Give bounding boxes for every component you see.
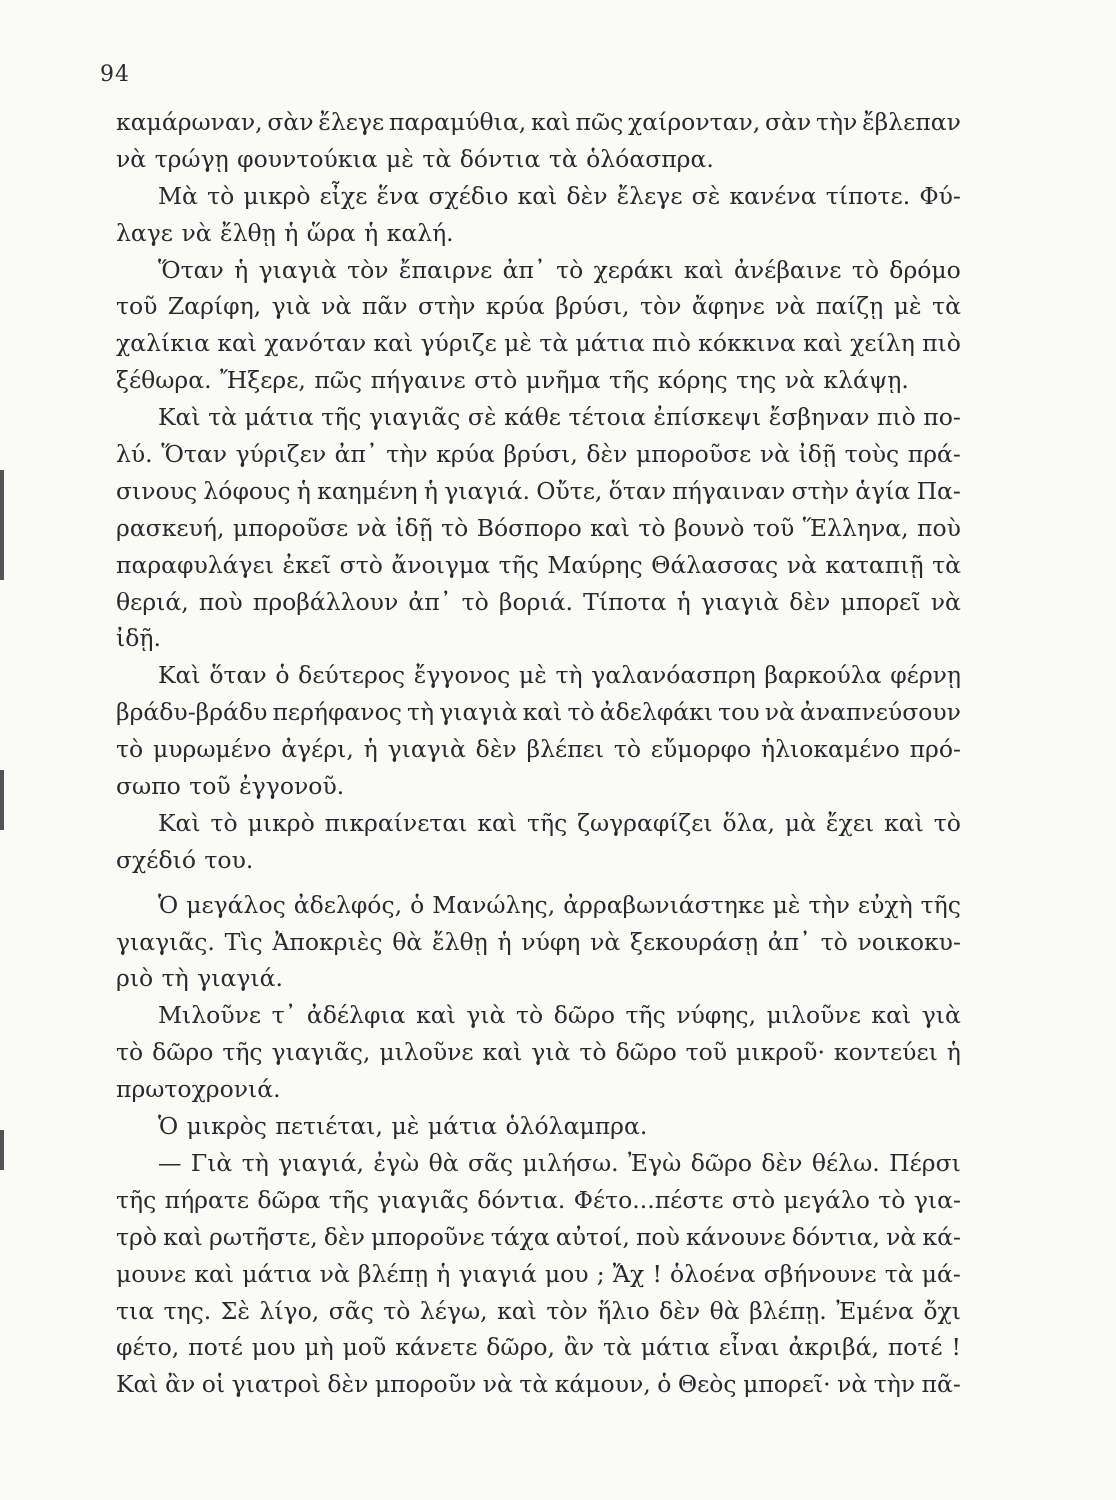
- text-line: Καὶ ὅταν ὁ δεύτερος ἔγγονος μὲ τὴ γαλανόασπρη βαρκούλα φέρνῃ: [158, 661, 961, 690]
- text-line: ξέθωρα. Ἤξερε, πῶς πήγαινε στὸ μνῆμα τῆς κόρης της νὰ κλάψῃ.: [116, 366, 909, 395]
- text-line: μουνε καὶ μάτια νὰ βλέπῃ ἡ γιαγιά μου ; Ἄχ ! ὁλοένα σβήνουνε τὰ μά-: [116, 1259, 961, 1288]
- text-line: — Γιὰ τὴ γιαγιά, ἐγὼ θὰ σᾶς μιλήσω. Ἐγὼ δῶρο δὲν θέλω. Πέρσι: [158, 1148, 961, 1177]
- text-line: Καὶ ἂν οἱ γιατροὶ δὲν μποροῦν νὰ τὰ κάμουν, ὁ Θεὸς μπορεῖ· νὰ τὴν πᾶ-: [116, 1370, 961, 1399]
- text-line: λαγε νὰ ἔλθῃ ἡ ὥρα ἡ καλή.: [116, 218, 454, 247]
- text-line: τῆς πήρατε δῶρα τῆς γιαγιᾶς δόντια. Φέτο...πέστε στὸ μεγάλο τὸ για-: [116, 1185, 961, 1214]
- text-line: ριὸ τὴ γιαγιά.: [116, 964, 283, 993]
- text-line: τια της. Σὲ λίγο, σᾶς τὸ λέγω, καὶ τὸν ἥλιο δὲν θὰ βλέπῃ. Ἐμένα ὄχι: [116, 1296, 961, 1325]
- text-line: λύ. Ὅταν γύριζεν ἀπ᾽ τὴν κρύα βρύσι, δὲν μποροῦσε νὰ ἰδῇ τοὺς πρά-: [116, 440, 961, 469]
- text-line: σωπο τοῦ ἐγγονοῦ.: [116, 772, 345, 801]
- text-line: ἰδῇ.: [116, 624, 161, 653]
- text-line: θεριά, ποὺ προβάλλουν ἀπ᾽ τὸ βοριά. Τίποτα ἡ γιαγιὰ δὲν μπορεῖ νὰ: [116, 587, 961, 616]
- binding-shadow: [0, 1130, 4, 1170]
- text-line: Ὅταν ἡ γιαγιὰ τὸν ἔπαιρνε ἀπ᾽ τὸ χεράκι καὶ ἀνέβαινε τὸ δρόμο: [158, 255, 961, 284]
- text-line: Ὁ μεγάλος ἀδελφός, ὁ Μανώλης, ἀρραβωνιάστηκε μὲ τὴν εὐχὴ τῆς: [158, 890, 961, 919]
- page-number: 94: [100, 62, 130, 87]
- text-line: τὸ δῶρο τῆς γιαγιᾶς, μιλοῦνε καὶ γιὰ τὸ δῶρο τοῦ μικροῦ· κοντεύει ἡ: [116, 1038, 961, 1067]
- body-text: [116, 104, 961, 1403]
- text-line: καμάρωναν, σὰν ἔλεγε παραμύθια, καὶ πῶς χαίρονταν, σὰν τὴν ἔβλεπαν: [116, 108, 961, 136]
- text-line: Καὶ τὸ μικρὸ πικραίνεται καὶ τῆς ζωγραφίζει ὅλα, μὰ ἔχει καὶ τὸ: [158, 808, 961, 837]
- text-line: ρασκευή, μποροῦσε νὰ ἰδῇ τὸ Βόσπορο καὶ τὸ βουνὸ τοῦ Ἕλληνα, ποὺ: [116, 513, 961, 542]
- text-line: παραφυλάγει ἐκεῖ στὸ ἄνοιγμα τῆς Μαύρης Θάλασσας νὰ καταπιῇ τὰ: [116, 550, 961, 579]
- text-line: τὸ μυρωμένο ἀγέρι, ἡ γιαγιὰ δὲν βλέπει τὸ εὔμορφο ἡλιοκαμένο πρό-: [116, 735, 961, 764]
- text-line: πρωτοχρονιά.: [116, 1075, 281, 1104]
- binding-shadow: [0, 470, 4, 580]
- text-line: φέτο, ποτέ μου μὴ μοῦ κάνετε δῶρο, ἂν τὰ μάτια εἶναι ἀκριβά, ποτέ !: [116, 1333, 961, 1362]
- text-line: Ὁ μικρὸς πετιέται, μὲ μάτια ὁλόλαμπρα.: [158, 1112, 648, 1141]
- text-line: γιαγιᾶς. Τὶς Ἀποκριὲς θὰ ἔλθῃ ἡ νύφη νὰ ξεκουράσῃ ἀπ᾽ τὸ νοικοκυ-: [116, 927, 961, 956]
- text-line: χαλίκια καὶ χανόταν καὶ γύριζε μὲ τὰ μάτια πιὸ κόκκινα καὶ χείλη πιὸ: [116, 329, 961, 358]
- text-line: βράδυ-βράδυ περήφανος τὴ γιαγιὰ καὶ τὸ ἀδελφάκι του νὰ ἀναπνεύσουν: [116, 698, 961, 727]
- text-line: Μὰ τὸ μικρὸ εἶχε ἕνα σχέδιο καὶ δὲν ἔλεγε σὲ κανένα τίποτε. Φύ-: [158, 181, 961, 210]
- text-line: σινους λόφους ἡ καημένη ἡ γιαγιά. Οὔτε, ὅταν πήγαιναν στὴν ἁγία Πα-: [116, 476, 961, 505]
- text-line: Μιλοῦνε τ᾽ ἀδέλφια καὶ γιὰ τὸ δῶρο τῆς νύφης, μιλοῦνε καὶ γιὰ: [158, 1001, 961, 1030]
- text-line: Καὶ τὰ μάτια τῆς γιαγιᾶς σὲ κάθε τέτοια ἐπίσκεψι ἔσβηναν πιὸ πο-: [158, 403, 961, 432]
- text-line: τοῦ Ζαρίφη, γιὰ νὰ πᾶν στὴν κρύα βρύσι, τὸν ἄφηνε νὰ παίζῃ μὲ τὰ: [116, 292, 961, 321]
- text-line: τρὸ καὶ ρωτῆστε, δὲν μποροῦνε τάχα αὐτοί, ποὺ κάνουνε δόντια, νὰ κά-: [116, 1222, 961, 1251]
- text-line: σχέδιό του.: [116, 845, 254, 874]
- text-line: νὰ τρώγῃ φουντούκια μὲ τὰ δόντια τὰ ὁλόασπρα.: [116, 144, 714, 173]
- binding-shadow: [0, 770, 4, 830]
